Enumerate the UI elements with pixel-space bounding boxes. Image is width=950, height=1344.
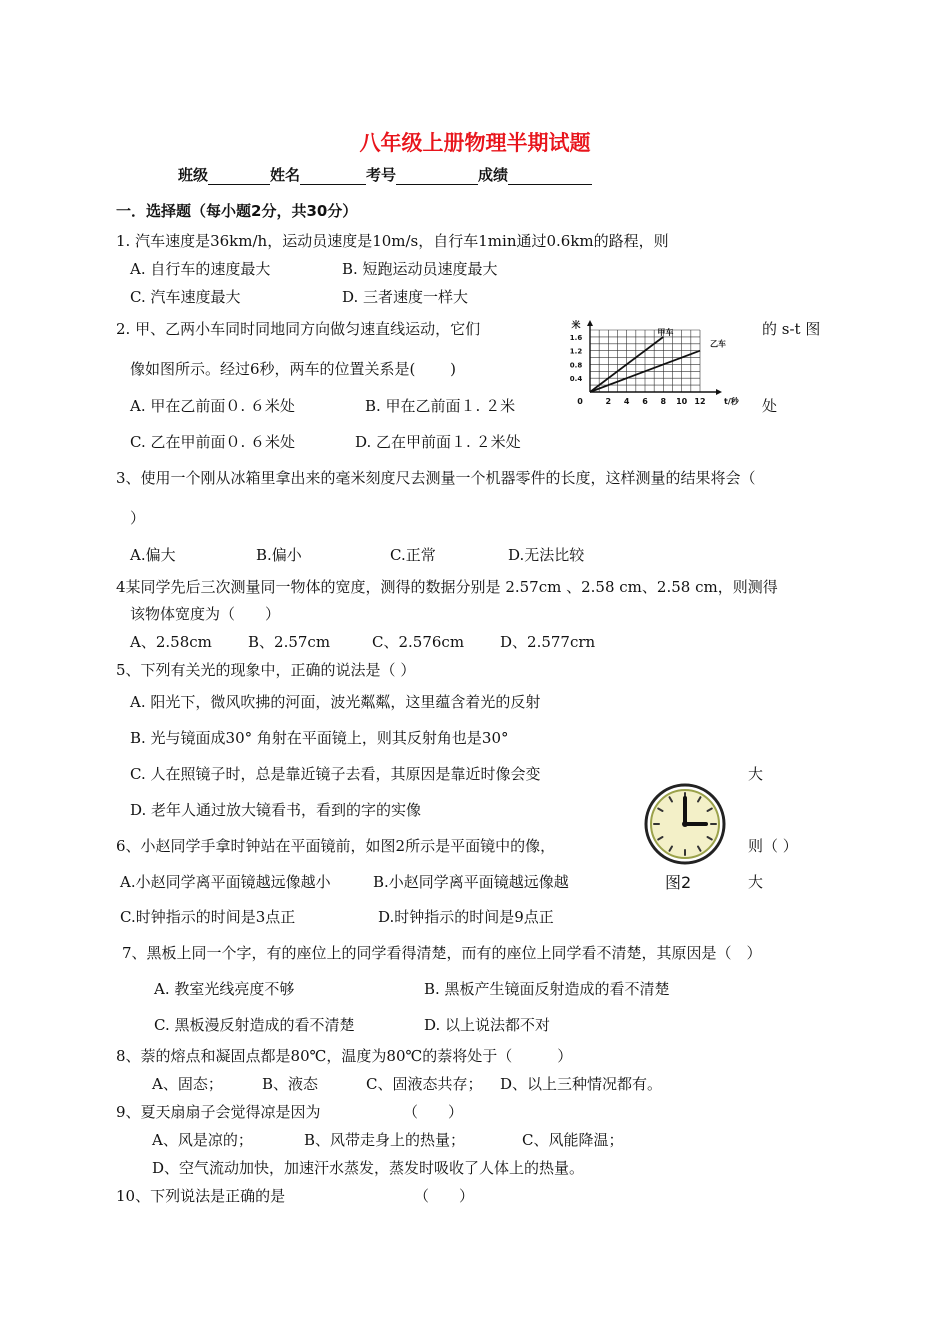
q9-option-d: D、空气流动加快，加速汗水蒸发，蒸发时吸收了人体上的热量。 [152,1159,585,1177]
q7-option-d: D. 以上说法都不对 [424,1016,551,1034]
y-tick-label: 1.6 [569,333,583,342]
q8-option-b: B、液态 [262,1075,319,1093]
class-label: 班级 [178,166,209,184]
q3-stem-line1: 3、使用一个刚从冰箱里拿出来的毫米刻度尺去测量一个机器零件的长度，这样测量的结果将会（ [116,469,756,487]
q5-stem: 5、下列有关光的现象中，正确的说法是（ ） [116,661,416,679]
q2-stem-tail: 的 s-t 图 [762,320,821,338]
q8-stem: 8、萘的熔点和凝固点都是80℃，温度为80℃的萘将处于（ ） [116,1047,573,1065]
q6-option-b: B.小赵同学离平面镜越远像越 [373,873,569,891]
q1-option-b: B. 短跑运动员速度最大 [342,260,498,278]
page-title: 八年级上册物理半期试题 [359,131,591,155]
q4-stem-line1: 4某同学先后三次测量同一物体的宽度，测得的数据分别是 2.57cm 、2.58 cm、2.58 cm，则测得 [116,578,778,596]
q1-option-c: C. 汽车速度最大 [130,288,241,306]
q5-option-b: B. 光与镜面成30° 角射在平面镜上，则其反射角也是30° [130,729,509,747]
q6-option-d: D.时钟指示的时间是9点正 [378,908,554,926]
q3-option-c: C.正常 [390,546,436,564]
q6-option-b-tail: 大 [748,873,764,891]
q1-stem: 1. 汽车速度是36km/h，运动员速度是10m/s，自行车1min通过0.6km的路程，则 [116,232,669,250]
q10-stem: 10、下列说法是正确的是 [116,1187,286,1205]
y-axis-label: 米 [571,321,581,331]
mirror-clock-figure [643,782,727,866]
q2-option-b: B. 甲在乙前面１. ２米 [365,397,516,415]
score-blank[interactable] [508,168,592,185]
name-label: 姓名 [270,166,301,184]
q2-option-d: D. 乙在甲前面１. ２米处 [355,433,521,451]
q3-option-b: B.偏小 [256,546,302,564]
x-axis-label: t/秒 [724,397,739,406]
y-axis-arrow [587,320,593,326]
x-tick-label: 4 [623,397,630,406]
q4-stem-line2: 该物体宽度为（ ） [130,605,281,623]
q4-option-b: B、2.57cm [248,633,331,651]
q2-option-c: C. 乙在甲前面０. ６米处 [130,433,296,451]
q7-stem: 7、黑板上同一个字，有的座位上的同学看得清楚，而有的座位上同学看不清楚，其原因是（ ） [122,944,762,962]
q3-stem-line2: ） [130,509,146,527]
q4-option-c: C、2.576cm [372,633,465,651]
q8-option-c: C、固液态共存； [366,1075,483,1093]
y-tick-label: 0.8 [569,361,583,370]
q10-paren: （ ） [414,1187,475,1205]
q1-option-a: A. 自行车的速度最大 [130,260,271,278]
q5-option-c-tail: 大 [748,765,764,783]
x-tick-label: 8 [660,397,667,406]
q7-option-a: A. 教室光线亮度不够 [154,980,295,998]
q9-stem: 9、夏天扇扇子会觉得凉是因为 （ ） [116,1103,464,1121]
q2-stem-line2: 像如图所示。经过6秒，两车的位置关系是( ) [130,360,457,378]
q5-option-a: A. 阳光下，微风吹拂的河面，波光粼粼，这里蕴含着光的反射 [130,693,541,711]
y-tick-label: 1.2 [569,347,583,356]
x-axis-arrow [716,389,722,395]
x-tick-label: 2 [605,397,612,406]
q7-option-b: B. 黑板产生镜面反射造成的看不清楚 [424,980,670,998]
q6-stem-tail: 则（ ） [748,837,798,855]
q2-option-b-tail: 处 [762,397,778,415]
series-label-1: 乙车 [710,339,726,349]
number-label: 考号 [366,166,397,184]
q6-option-a: A.小赵同学离平面镜越远像越小 [120,873,331,891]
score-label: 成绩 [478,166,509,184]
series-label-0: 甲车 [657,327,674,337]
y-tick-label: 0.4 [569,375,583,384]
class-blank[interactable] [208,168,270,185]
q2-stem-line1: 2. 甲、乙两小车同时同地同方向做匀速直线运动，它们 [116,320,481,338]
st-graph [560,318,745,418]
section-heading: 一．选择题（每小题2分，共30分） [116,202,358,220]
q3-option-a: A.偏大 [130,546,176,564]
q8-option-d: D、以上三种情况都有。 [500,1075,663,1093]
q7-option-c: C. 黑板漫反射造成的看不清楚 [154,1016,355,1034]
figure-2-caption: 图2 [665,873,692,892]
number-blank[interactable] [396,168,478,185]
q9-option-b: B、风带走身上的热量； [304,1131,466,1149]
q9-option-c: C、风能降温； [522,1131,624,1149]
q5-option-d: D. 老年人通过放大镜看书，看到的字的实像 [130,801,422,819]
x-tick-label: 12 [694,397,706,406]
q2-option-a: A. 甲在乙前面０. ６米处 [130,397,295,415]
name-blank[interactable] [300,168,366,185]
y-tick-label: 0 [577,397,583,406]
q4-option-a: A、2.58cm [130,633,212,651]
q9-option-a: A、风是凉的； [152,1131,253,1149]
q6-stem: 6、小赵同学手拿时钟站在平面镜前，如图2所示是平面镜中的像， [116,837,556,855]
x-tick-label: 10 [676,397,688,406]
q4-option-d: D、2.577crn [500,633,596,651]
x-tick-label: 6 [642,397,648,406]
q3-option-d: D.无法比较 [508,546,585,564]
q5-option-c: C. 人在照镜子时，总是靠近镜子去看，其原因是靠近时像会变 [130,765,541,783]
q8-option-a: A、固态； [152,1075,223,1093]
student-info-line [178,164,592,185]
q6-option-c: C.时钟指示的时间是3点正 [120,908,296,926]
q1-option-d: D. 三者速度一样大 [342,288,469,306]
